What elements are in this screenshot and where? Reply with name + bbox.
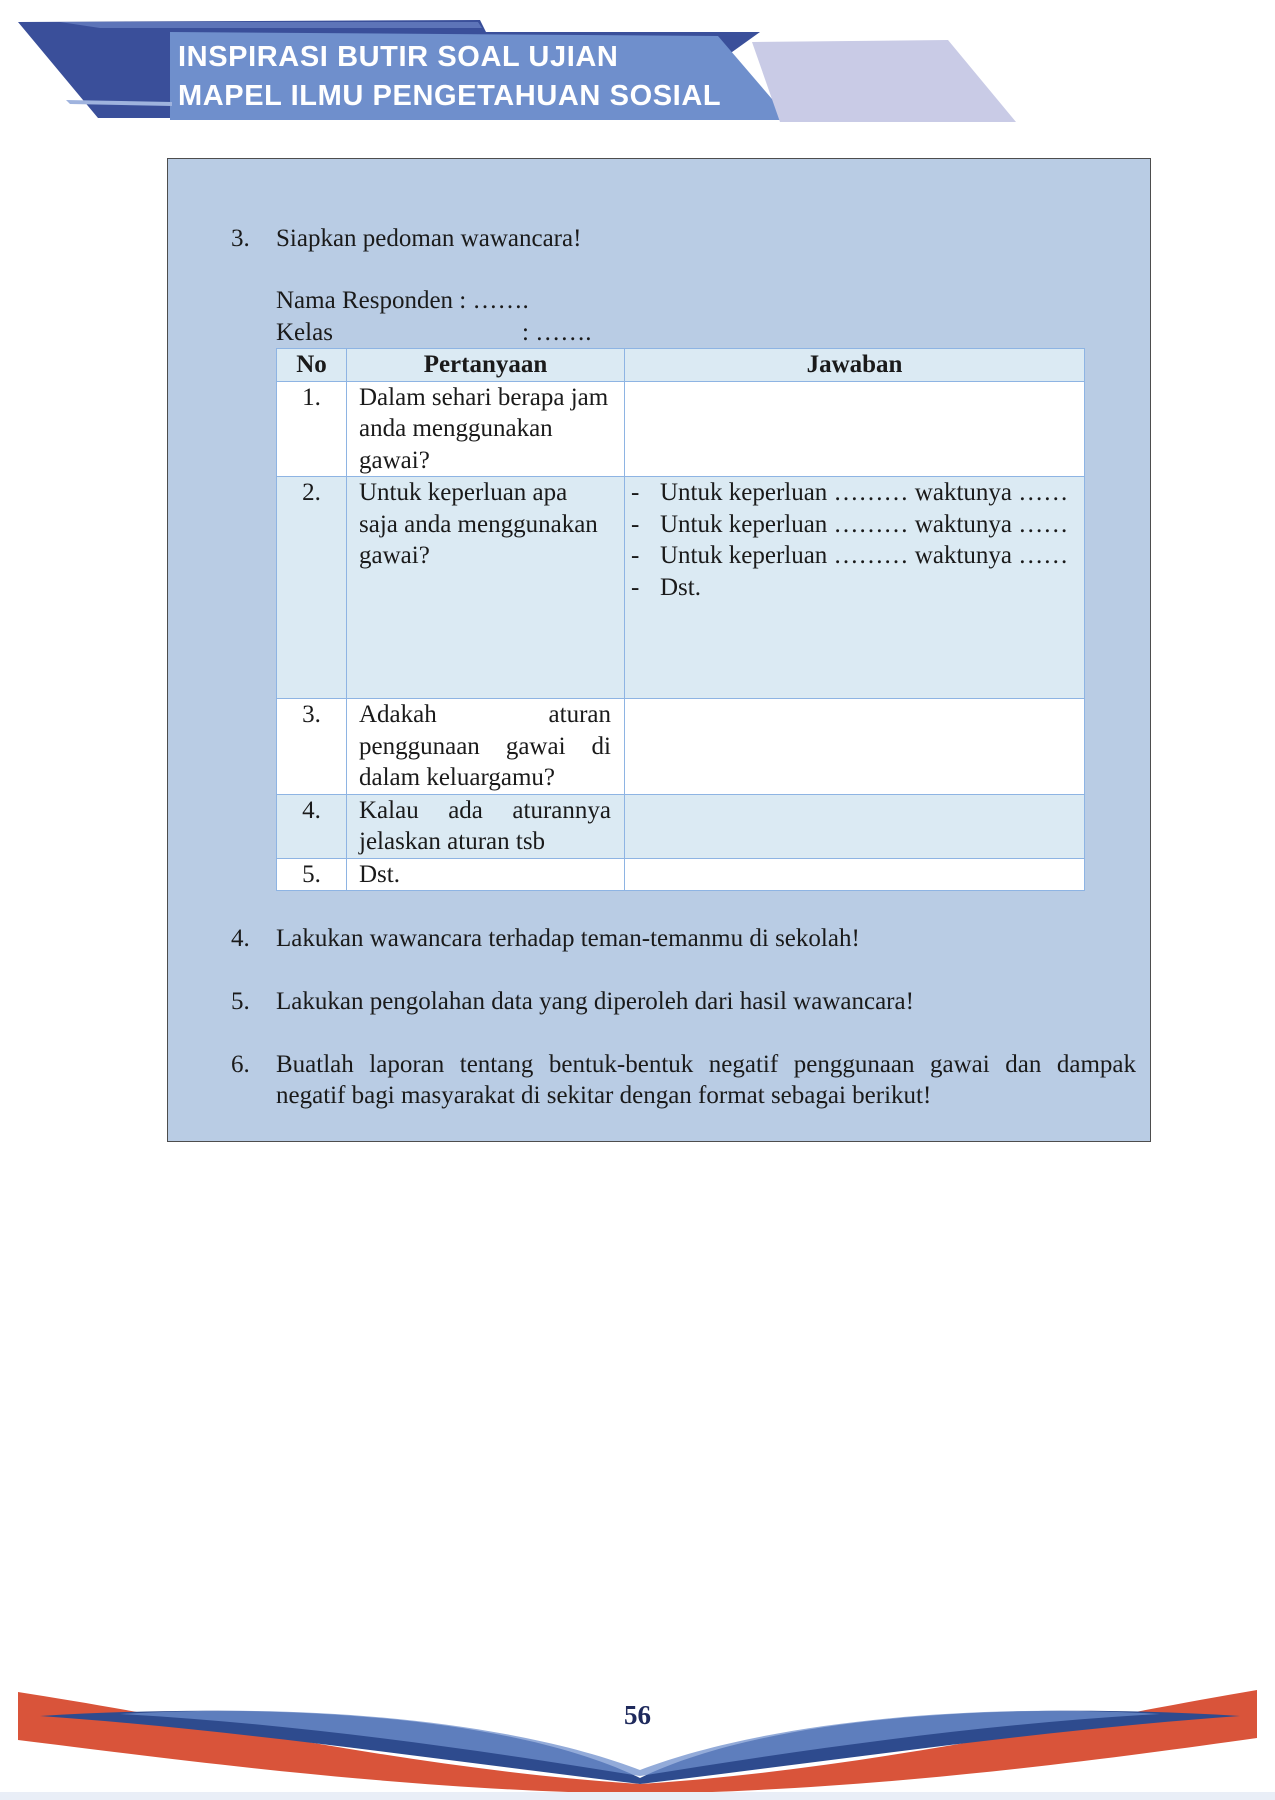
answer-text: Dst. xyxy=(660,573,701,601)
answer-text: Untuk keperluan ……… waktunya …… xyxy=(660,510,1069,538)
answer-item: - Untuk keperluan ……… waktunya …… xyxy=(631,509,1072,541)
column-header-no: No xyxy=(277,349,347,382)
respondent-name-line xyxy=(276,285,529,316)
header-title xyxy=(178,38,721,116)
answer-item: - Untuk keperluan ……… waktunya …… xyxy=(631,540,1072,572)
row-question xyxy=(347,699,625,795)
row-number: 2. xyxy=(277,477,347,699)
header-title-line2: MAPEL ILMU PENGETAHUAN SOSIAL xyxy=(178,80,722,112)
row-question-text: Adakah aturan penggunaan gawai di dalam keluargamu? xyxy=(359,701,611,791)
respondent-name-label: Nama Responden : ……. xyxy=(276,287,529,314)
kelas-line xyxy=(276,317,676,348)
step-6-number: 6. xyxy=(231,1051,250,1078)
answer-text: Untuk keperluan ……… waktunya …… xyxy=(660,479,1069,506)
footer-wave-art xyxy=(0,1680,1275,1800)
row-answer xyxy=(625,477,1085,699)
row-question-text: Kalau ada aturannya jelaskan aturan tsb xyxy=(359,796,611,855)
row-answer xyxy=(625,699,1085,795)
row-answer xyxy=(625,794,1085,858)
table-row xyxy=(277,794,1085,858)
row-answer xyxy=(625,381,1085,477)
table-row xyxy=(277,381,1085,477)
row-number: 3. xyxy=(277,699,347,795)
row-question xyxy=(347,794,625,858)
step-3-number: 3. xyxy=(231,225,250,252)
step-5-number: 5. xyxy=(231,988,250,1015)
answer-item: - Untuk keperluan ……… waktunya …… xyxy=(631,477,1072,509)
answer-item: - Dst. xyxy=(631,572,1072,604)
row-answer xyxy=(625,858,1085,891)
step-4-text: Lakukan wawancara terhadap teman-temanmu di sekolah! xyxy=(276,925,860,952)
table-header-row xyxy=(277,349,1085,382)
row-question: Untuk keperluan apa saja anda menggunakan gawai? xyxy=(347,477,625,699)
row-number: 5. xyxy=(277,858,347,891)
answer-list xyxy=(625,477,1084,603)
page-number: 56 xyxy=(624,1700,651,1730)
step-5-text: Lakukan pengolahan data yang diperoleh dari hasil wawancara! xyxy=(276,988,914,1015)
step-3-text: Siapkan pedoman wawancara! xyxy=(276,225,582,252)
answer-text: Untuk keperluan ……… waktunya …… xyxy=(660,542,1069,569)
row-number: 4. xyxy=(277,794,347,858)
kelas-value: : ……. xyxy=(522,319,592,346)
column-header-answer: Jawaban xyxy=(625,349,1085,382)
row-number: 1. xyxy=(277,381,347,477)
row-question: Dalam sehari berapa jam anda menggunakan gawai? xyxy=(347,381,625,477)
table-row xyxy=(277,477,1085,699)
table-row xyxy=(277,699,1085,795)
table-row xyxy=(277,858,1085,891)
kelas-label: Kelas xyxy=(276,319,333,346)
interview-guide-table xyxy=(276,348,1085,891)
step-6-text: Buatlah laporan tentang bentuk-bentuk negatif penggunaan gawai dan dampak negatif bagi masyarakat di sekitar dengan format sebagai berikut! xyxy=(276,1051,1136,1109)
header-title-line1: INSPIRASI BUTIR SOAL UJIAN xyxy=(178,41,619,73)
column-header-question: Pertanyaan xyxy=(347,349,625,382)
row-question: Dst. xyxy=(347,858,625,891)
step-4-number: 4. xyxy=(231,925,250,952)
